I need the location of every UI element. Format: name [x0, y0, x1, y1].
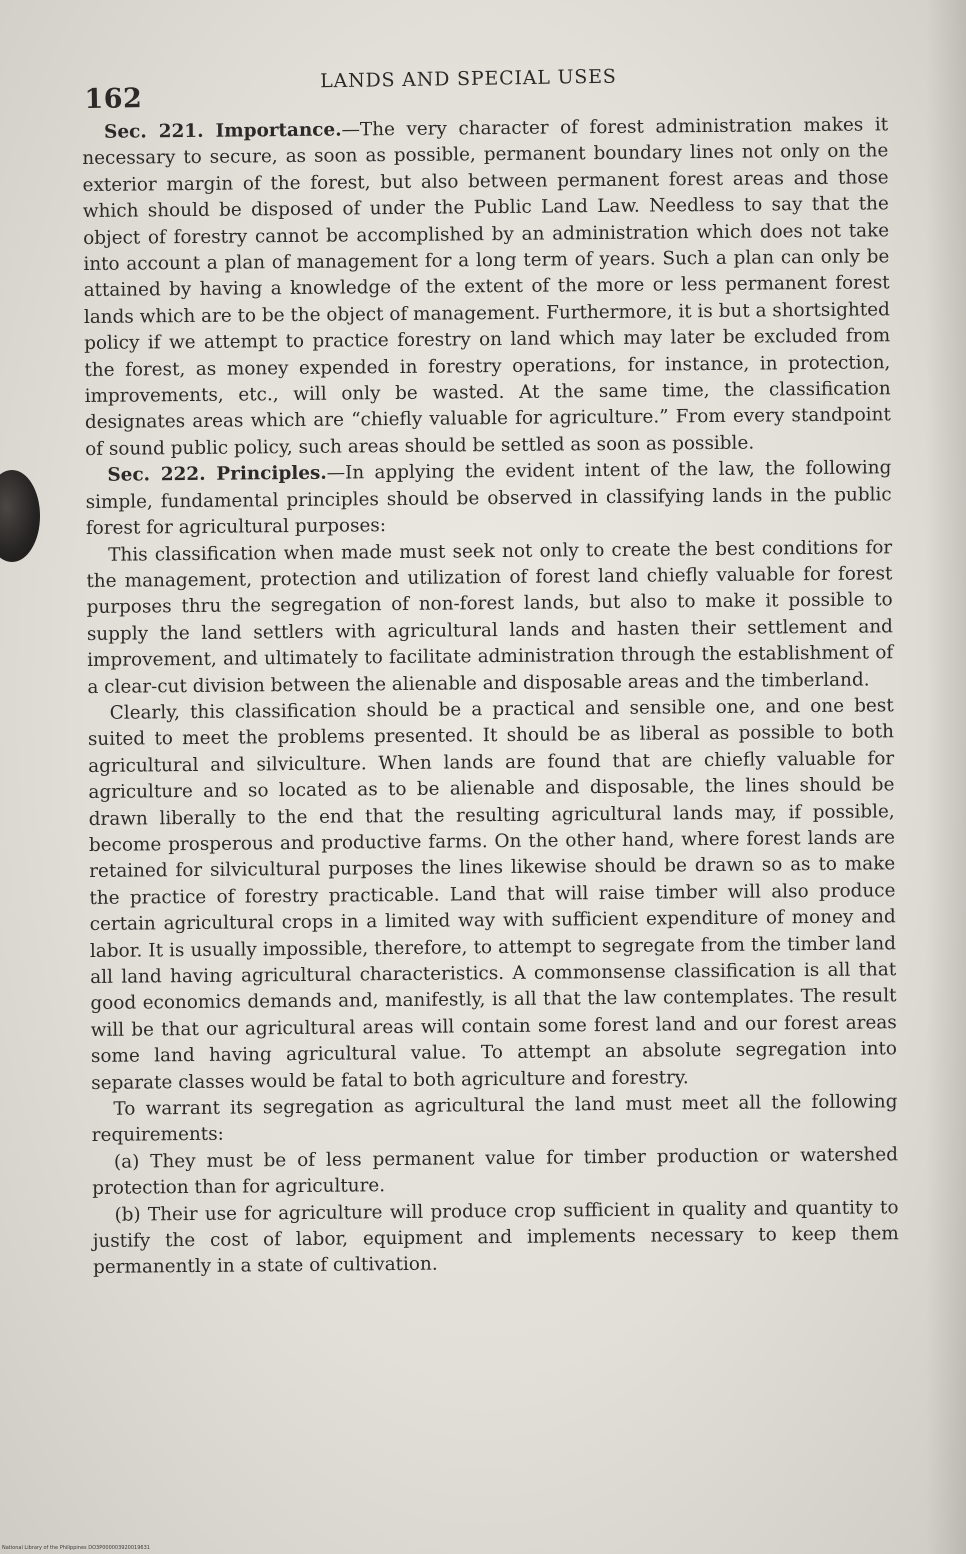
body-text	[82, 112, 899, 1282]
section-222-text: —In applying the evident intent of the law, the following simple, fundamental principles should be observed in classifying lands in the public forest for agricultural purposes:	[85, 457, 892, 540]
requirement-b-paragraph: (b) Their use for agriculture will produce crop sufficient in quality and quantity to justify the cost of labor, equipment and implements necessary to keep them permanently in a state of cultivation.	[92, 1196, 899, 1279]
practical-classification-paragraph: Clearly, this classification should be a practical and sensible one, and one best suited to meet the problems presented. It should be as liberal as possible to both agricultural and silviculture. When lands are found that are chiefly valuable for agriculture and so located as to be alienable and disposable, the lines should be drawn liberally to the end that the resulting agricultural lands may, if possible, become prosperous and productive farms. On the other hand, where forest lands are retained for silvicultural purposes the lines likewise should be drawn so as to make the practice of forestry practicable. Land that will raise timber will also produce certain agricultural crops in a limited way with sufficient expenditure of money and labor. It is usually impossible, therefore, to attempt to segregate from the timber land all land having agricultural characteristics. A commonsense classification is all that good economics demands and, manifestly, is all that the law contemplates. The result will be that our agricultural areas will contain some forest land and our forest areas some land having agricultural value. To attempt an absolute segregation into separate classes would be fatal to both agriculture and forestry.	[87, 695, 898, 1094]
requirements-intro-paragraph: To warrant its segregation as agricultural the land must meet all the following requirements:	[91, 1091, 898, 1147]
section-221-paragraph	[82, 112, 891, 463]
section-222-heading: Sec. 222. Principles.	[107, 462, 327, 487]
page-number: 162	[84, 83, 143, 115]
page-edge-shadow	[926, 0, 966, 1554]
running-head: LANDS AND SPECIAL USES	[320, 65, 617, 93]
requirement-a-paragraph: (a) They must be of less permanent value for timber production or watershed protection than for agriculture.	[92, 1144, 899, 1200]
section-221-heading: Sec. 221. Importance.	[104, 119, 342, 143]
classification-paragraph: This classification when made must seek not only to create the best conditions for the management, protection and utilization of forest land chiefly valuable for forest purposes thru the segregation of non-forest lands, but also to make it possible to supply the land settlers with agricultural lands and hasten their settlement and improvement, and ultimately to facilitate administration through the establishment of a clear-cut division between the alienable and disposable areas and the timberland.	[86, 536, 894, 698]
section-221-text: —The very character of forest administration makes it necessary to secure, as soon as possible, permanent boundary lines not only on the exterior margin of the forest, but also between permanent forest areas and those which should be disposed of under the Public Land Law. Needless to say that the object of forestry cannot be accomplished by an administration which does not take into account a plan of management for a long term of years. Such a plan can only be attained by having a knowledge of the extent of the more or less permanent forest lands which are to be the object of management. Furthermore, it is but a shortsighted policy if we attempt to practice forestry on land which may later be excluded from the forest, as money expended in forestry operations, for instance, in protection, improvements, etc., will only be wasted. At the same time, the classification designates areas which are “chiefly valuable for agriculture.” From every standpoint of sound public policy, such areas should be settled as soon as possible.	[82, 114, 891, 460]
binding-hole	[0, 470, 40, 562]
section-222-paragraph	[85, 456, 892, 543]
library-credit: National Library of the Philippines DO3P000003920019631	[2, 1545, 150, 1551]
